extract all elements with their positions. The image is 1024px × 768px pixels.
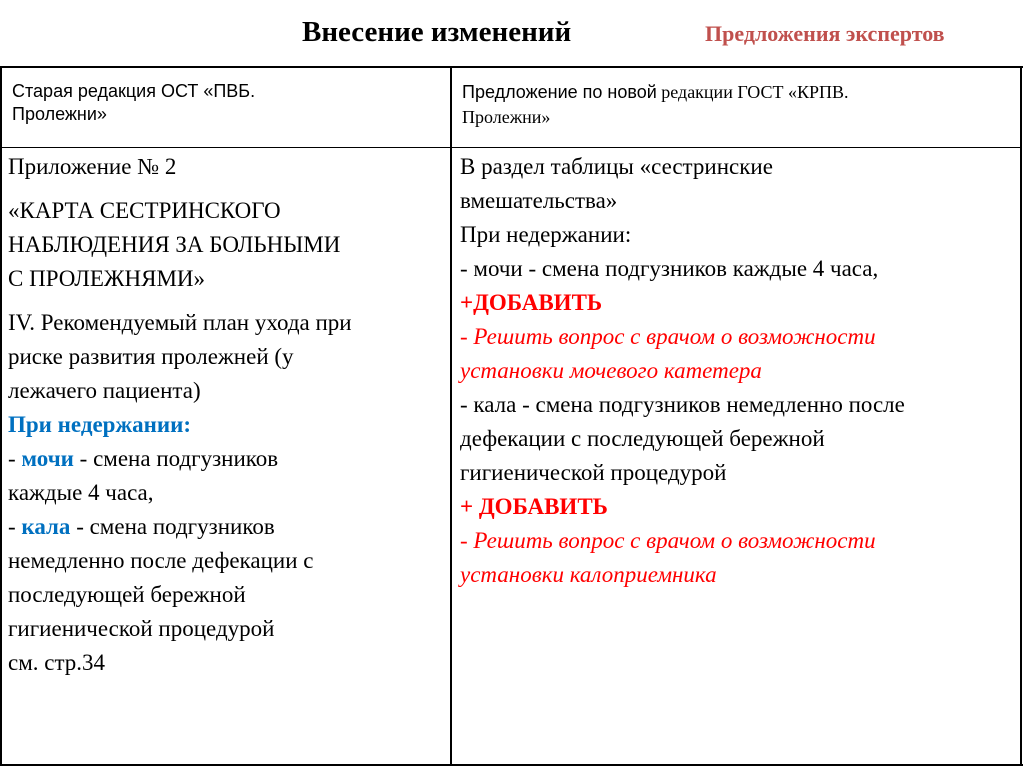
feces-line-2: немедленно после дефекации с	[8, 548, 314, 573]
feces-prefix: -	[8, 514, 22, 539]
card-title-line: НАБЛЮДЕНИЯ ЗА БОЛЬНЫМИ	[8, 232, 341, 257]
comparison-table	[0, 66, 1023, 766]
feces-line-4: гигиенической процедурой	[8, 616, 275, 641]
feces-line	[8, 510, 448, 544]
table-header-divider	[0, 147, 1022, 148]
left-header-line-2: Пролежни»	[12, 104, 107, 124]
section-line: IV. Рекомендуемый план ухода при	[8, 310, 352, 335]
intro-line-2: вмешательства»	[460, 188, 618, 213]
add-label-2: + ДОБАВИТЬ	[460, 494, 608, 519]
feces-change-line-1: - кала - смена подгузников немедленно после	[460, 392, 905, 417]
add-text-1-line-1: - Решить вопрос с врачом о возможности	[460, 324, 876, 349]
feces-rest: - смена подгузников	[70, 514, 275, 539]
page-reference: см. стр.34	[8, 650, 106, 675]
add-text-1-line-2: установки мочевого катетера	[460, 358, 762, 383]
feces-change-line-2: дефекации с последующей бережной	[460, 426, 825, 451]
table-column-divider	[450, 68, 452, 766]
card-title-line: «КАРТА СЕСТРИНСКОГО	[8, 198, 281, 223]
urine-prefix: -	[8, 446, 22, 471]
section-line: риске развития пролежней (у	[8, 344, 294, 369]
urine-rest: - смена подгузников	[73, 446, 279, 471]
care-plan-section	[8, 306, 448, 408]
incontinence-heading: При недержании:	[8, 412, 192, 437]
right-header-part-2: редакции ГОСТ «КРПВ.	[656, 82, 849, 102]
urine-change-line: - мочи - смена подгузников каждые 4 часа,	[460, 256, 879, 281]
feces-keyword: кала	[21, 514, 71, 539]
slide-subtitle: Предложения экспертов	[705, 21, 945, 46]
incontinence-line: При недержании:	[460, 222, 632, 247]
right-column-body	[460, 150, 1020, 592]
urine-keyword: мочи	[21, 446, 74, 471]
left-column-header	[12, 80, 442, 126]
left-column-body	[8, 150, 448, 680]
table-right-border	[1020, 68, 1022, 766]
add-label-1: +ДОБАВИТЬ	[460, 290, 603, 315]
section-line: лежачего пациента)	[8, 378, 201, 403]
card-title	[8, 194, 448, 296]
intro-line-1: В раздел таблицы «сестринские	[460, 154, 773, 179]
card-title-line: С ПРОЛЕЖНЯМИ»	[8, 266, 206, 291]
add-text-2-line-1: - Решить вопрос с врачом о возможности	[460, 528, 876, 553]
table-left-border	[0, 68, 2, 766]
appendix-label: Приложение № 2	[8, 154, 177, 179]
urine-line-2: каждые 4 часа,	[8, 480, 154, 505]
slide-title: Внесение изменений	[302, 16, 572, 48]
right-header-part-1: Предложение по новой	[462, 82, 657, 102]
feces-line-3: последующей бережной	[8, 582, 246, 607]
add-text-2-line-2: установки калоприемника	[460, 562, 717, 587]
right-header-line-1	[462, 80, 1012, 105]
urine-line	[8, 442, 448, 476]
right-header-line-2: Пролежни»	[462, 107, 551, 127]
left-header-line-1: Старая редакция ОСТ «ПВБ.	[12, 81, 256, 101]
right-column-header	[462, 80, 1012, 130]
feces-change-line-3: гигиенической процедурой	[460, 460, 727, 485]
